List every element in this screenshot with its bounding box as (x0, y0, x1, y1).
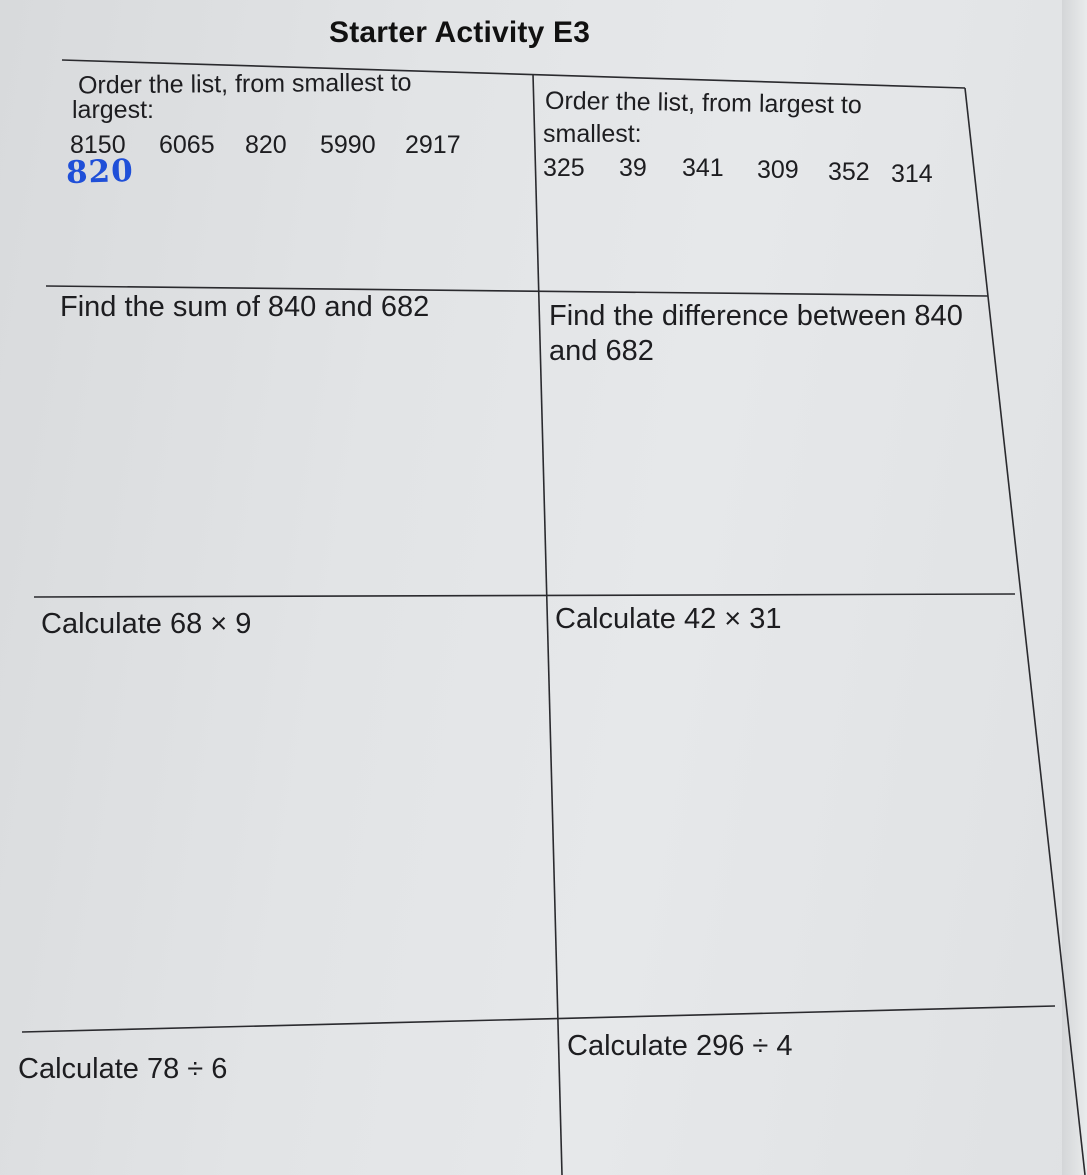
order-asc-number: 8150 (70, 131, 126, 159)
page-title: Starter Activity E3 (329, 16, 591, 49)
order-asc-number: 5990 (320, 131, 376, 159)
divide-296-by-4-prompt: Calculate 296 ÷ 4 (567, 1030, 793, 1062)
divide-78-by-6-prompt: Calculate 78 ÷ 6 (18, 1053, 228, 1085)
grid-line-right (965, 88, 1085, 1175)
order-desc-number: 309 (757, 156, 799, 184)
order-desc-prompt-line1: Order the list, from largest to (544, 86, 862, 120)
order-asc-prompt-line2: largest: (72, 96, 154, 124)
order-asc-number: 820 (245, 131, 287, 159)
order-desc-number: 325 (543, 154, 585, 182)
order-desc-prompt-line2: smallest: (543, 120, 642, 148)
difference-prompt-line1: Find the difference between 840 (549, 300, 963, 332)
order-desc-number: 341 (682, 154, 724, 182)
multiply-42-by-31-prompt: Calculate 42 × 31 (555, 603, 782, 635)
handwritten-answer: 820 (65, 152, 135, 192)
order-asc-number: 6065 (159, 131, 215, 159)
order-desc-number: 314 (891, 160, 933, 188)
order-desc-number: 39 (619, 154, 647, 182)
difference-prompt-line2: and 682 (549, 335, 654, 367)
order-asc-number: 2917 (405, 131, 461, 159)
grid-line-row-3 (22, 1006, 1055, 1032)
order-asc-prompt-line1: Order the list, from smallest to (77, 68, 412, 100)
multiply-68-by-9-prompt: Calculate 68 × 9 (41, 608, 252, 640)
order-desc-number: 352 (828, 158, 870, 186)
sum-prompt: Find the sum of 840 and 682 (60, 291, 430, 323)
grid-line-row-2 (34, 594, 1015, 597)
